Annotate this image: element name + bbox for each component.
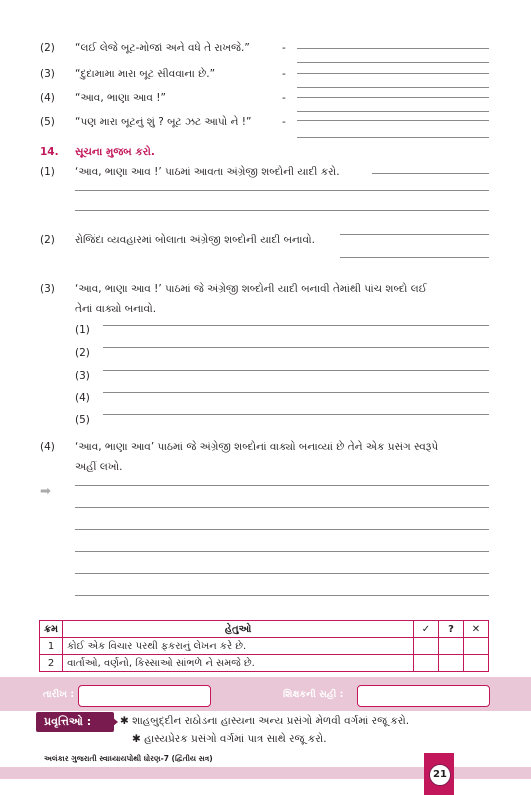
sub-item-number: (4) [75,392,90,404]
answer-line[interactable] [75,529,489,530]
question-number: (3) [40,283,55,295]
answer-line[interactable] [297,62,489,63]
question-text-line-2: તેનાં વાક્યો બનાવો. [75,303,157,315]
sub-item-number: (3) [75,370,90,382]
arrow-icon: ➡ [40,484,51,499]
answer-line[interactable] [103,370,489,371]
cross-cell[interactable] [464,638,489,655]
sub-item-number: (5) [75,414,90,426]
page-number: 21 [429,764,451,786]
question-icon: ? [439,621,464,638]
answer-line[interactable] [103,347,489,348]
row-purpose: કોઈ એક વિચાર પરથી ફકરાનું લેખન કરે છે. [63,638,414,655]
assessment-table [39,620,489,672]
date-field[interactable] [78,685,211,707]
quote-text: “પણ મારા બૂટનું શું ? બૂટ ઝટ આપો ને !” [75,116,252,128]
answer-line[interactable] [297,73,489,74]
answer-line[interactable] [297,97,489,98]
question-text-line-2: અહીં લખો. [75,461,123,473]
answer-line[interactable] [340,234,489,235]
quote-dash: - [282,116,286,128]
cross-icon: ✕ [464,621,489,638]
answer-line[interactable] [75,595,489,596]
quote-text: “લઈ લેજે બૂટ-મોજાં અને વધે તે રાખજે.” [75,42,250,54]
quote-number: (3) [40,68,55,80]
answer-line[interactable] [75,210,489,211]
table-header-row [40,621,489,638]
quote-dash: - [282,42,286,54]
answer-line[interactable] [297,48,489,49]
row-purpose: વાર્તાઓ, વર્ણનો, કિસ્સાઓ સાંભળે ને સમજે છે. [63,655,414,672]
question-text-line-1: ‘આવ, ભાણા આવ !’ પાઠમાં જે અંગ્રેજી શબ્દોની યાદી બનાવી તેમાંથી પાંચ શબ્દો લઈ [75,283,427,295]
question-cell[interactable] [439,655,464,672]
answer-line[interactable] [75,190,489,191]
quote-text: “દુદામામા મારા બૂટ સીવવાના છે.” [75,68,216,80]
teacher-sign-field[interactable] [357,685,490,707]
answer-line[interactable] [297,137,489,138]
activity-item: ✱ હાસ્યપ્રેરક પ્રસંગો વર્ગમાં પાત્ર સાથે રજૂ કરો. [132,733,327,745]
quote-number: (2) [40,42,55,54]
answer-line[interactable] [103,325,489,326]
table-row [40,638,489,655]
quote-dash: - [282,92,286,104]
question-cell[interactable] [439,638,464,655]
row-number: 1 [40,638,63,655]
answer-line[interactable] [75,507,489,508]
answer-line[interactable] [75,573,489,574]
question-number: (1) [40,166,55,178]
answer-line[interactable] [297,120,489,121]
sub-item-number: (1) [75,324,90,336]
answer-line[interactable] [103,392,489,393]
section-title: સૂચના મુજબ કરો. [75,146,155,158]
answer-line[interactable] [75,551,489,552]
answer-line[interactable] [372,173,489,174]
question-text-line-1: ‘આવ, ભાણા આવ’ પાઠમાં જે અંગ્રેજી શબ્દોનાં વાક્યો બનાવ્યાં છે તેને એક પ્રસંગ સ્વરૂપે [75,441,439,453]
check-icon: ✓ [414,621,439,638]
check-cell[interactable] [414,638,439,655]
answer-line[interactable] [103,414,489,415]
question-number: (2) [40,234,55,246]
col-header-number: ક્રમ [40,621,63,638]
table-row [40,655,489,672]
activities-label: પ્રવૃત્તિઓ : [36,712,114,732]
answer-line[interactable] [297,111,489,112]
book-title: અલંકાર ગુજરાતી સ્વાધ્યાયપોથી ધોરણ-7 (દ્વિતીય સત્ર) [44,754,213,763]
section-number: 14. [40,146,59,158]
sub-item-number: (2) [75,347,90,359]
answer-line[interactable] [340,257,489,258]
row-number: 2 [40,655,63,672]
question-text: ‘આવ, ભાણા આવ !’ પાઠમાં આવતા અંગ્રેજી શબ્દોની યાદી કરો. [75,166,340,178]
quote-number: (4) [40,92,55,104]
question-text: રોજિંદા વ્યવહારમાં બોલાતા અંગ્રેજી શબ્દોની યાદી બનાવો. [75,234,315,246]
quote-number: (5) [40,116,55,128]
check-cell[interactable] [414,655,439,672]
date-label: તારીખ : [43,689,75,700]
quote-dash: - [282,68,286,80]
activity-item: ✱ શાહબુદ્દીન રાઠોડના હાસ્યના અન્ય પ્રસંગો મેળવી વર્ગમાં રજૂ કરો. [120,715,410,727]
col-header-purpose: હેતુઓ [63,621,414,638]
question-number: (4) [40,441,55,453]
quote-text: “આવ, ભાણા આવ !” [75,92,166,104]
answer-line[interactable] [75,485,489,486]
cross-cell[interactable] [464,655,489,672]
teacher-sign-label: શિક્ષકની સહી : [283,689,344,700]
answer-line[interactable] [297,87,489,88]
activities-arrow-icon [106,712,118,732]
